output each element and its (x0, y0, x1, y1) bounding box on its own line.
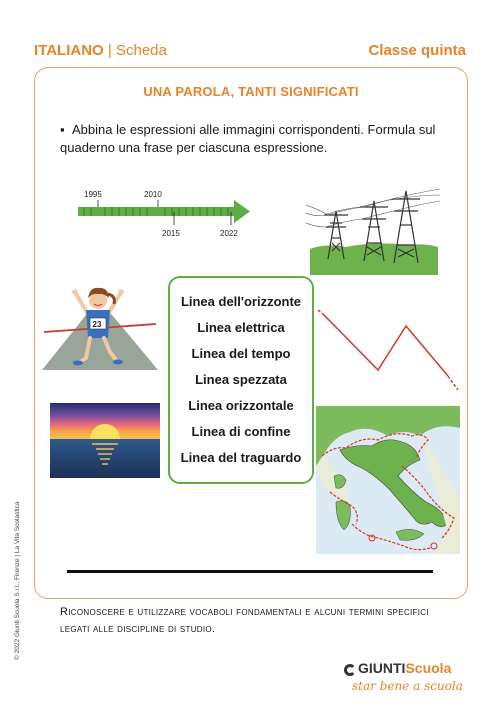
runner-bib-number: 23 (92, 320, 102, 329)
term-tempo: Linea del tempo (191, 346, 291, 361)
horizontal-line-image (67, 570, 433, 573)
italy-borders-map-image (316, 406, 460, 554)
broken-line-image (310, 300, 460, 400)
learning-objective: Riconoscere e utilizzare vocaboli fondamentali e alcuni termini specifici legati alle discipline di studio. (60, 606, 429, 635)
expressions-box (168, 276, 314, 484)
term-traguardo: Linea del traguardo (180, 450, 302, 465)
sheet-type: Scheda (115, 42, 167, 59)
term-orizzonte: Linea dell'orizzonte (180, 294, 302, 309)
term-confine: Linea di confine (191, 424, 291, 439)
logo-tagline: star bene a scuola (352, 679, 463, 693)
instruction-text: ▪ Abbina le espressioni alle immagini corrispondenti. Formula sul quaderno una frase per ciascuna espressione. (60, 122, 436, 155)
timeline-year-2015: 2015 (162, 229, 180, 238)
timeline-year-2022: 2022 (220, 229, 238, 238)
timeline-year-2010: 2010 (144, 190, 162, 199)
term-orizzontale: Linea orizzontale (188, 398, 294, 413)
runner-finish-image (42, 282, 158, 374)
timeline-year-1995: 1995 (84, 190, 102, 199)
power-lines-image (306, 183, 440, 278)
sunset-horizon-image (50, 403, 160, 478)
term-spezzata: Linea spezzata (195, 372, 287, 387)
logo-g-icon (344, 664, 356, 676)
copyright-note: © 2022 Giunti Scuola S.r.l., Firenze | La Vita Scolastica (14, 501, 21, 660)
subject-label: ITALIANO | Scheda (34, 42, 167, 59)
timeline-image (76, 187, 252, 239)
giunti-scuola-logo: GIUNTIScuola (344, 660, 451, 676)
term-elettrica: Linea elettrica (197, 320, 285, 335)
page-title: UNA PAROLA, TANTI SIGNIFICATI (143, 84, 359, 99)
class-label: Classe quinta (368, 42, 466, 59)
